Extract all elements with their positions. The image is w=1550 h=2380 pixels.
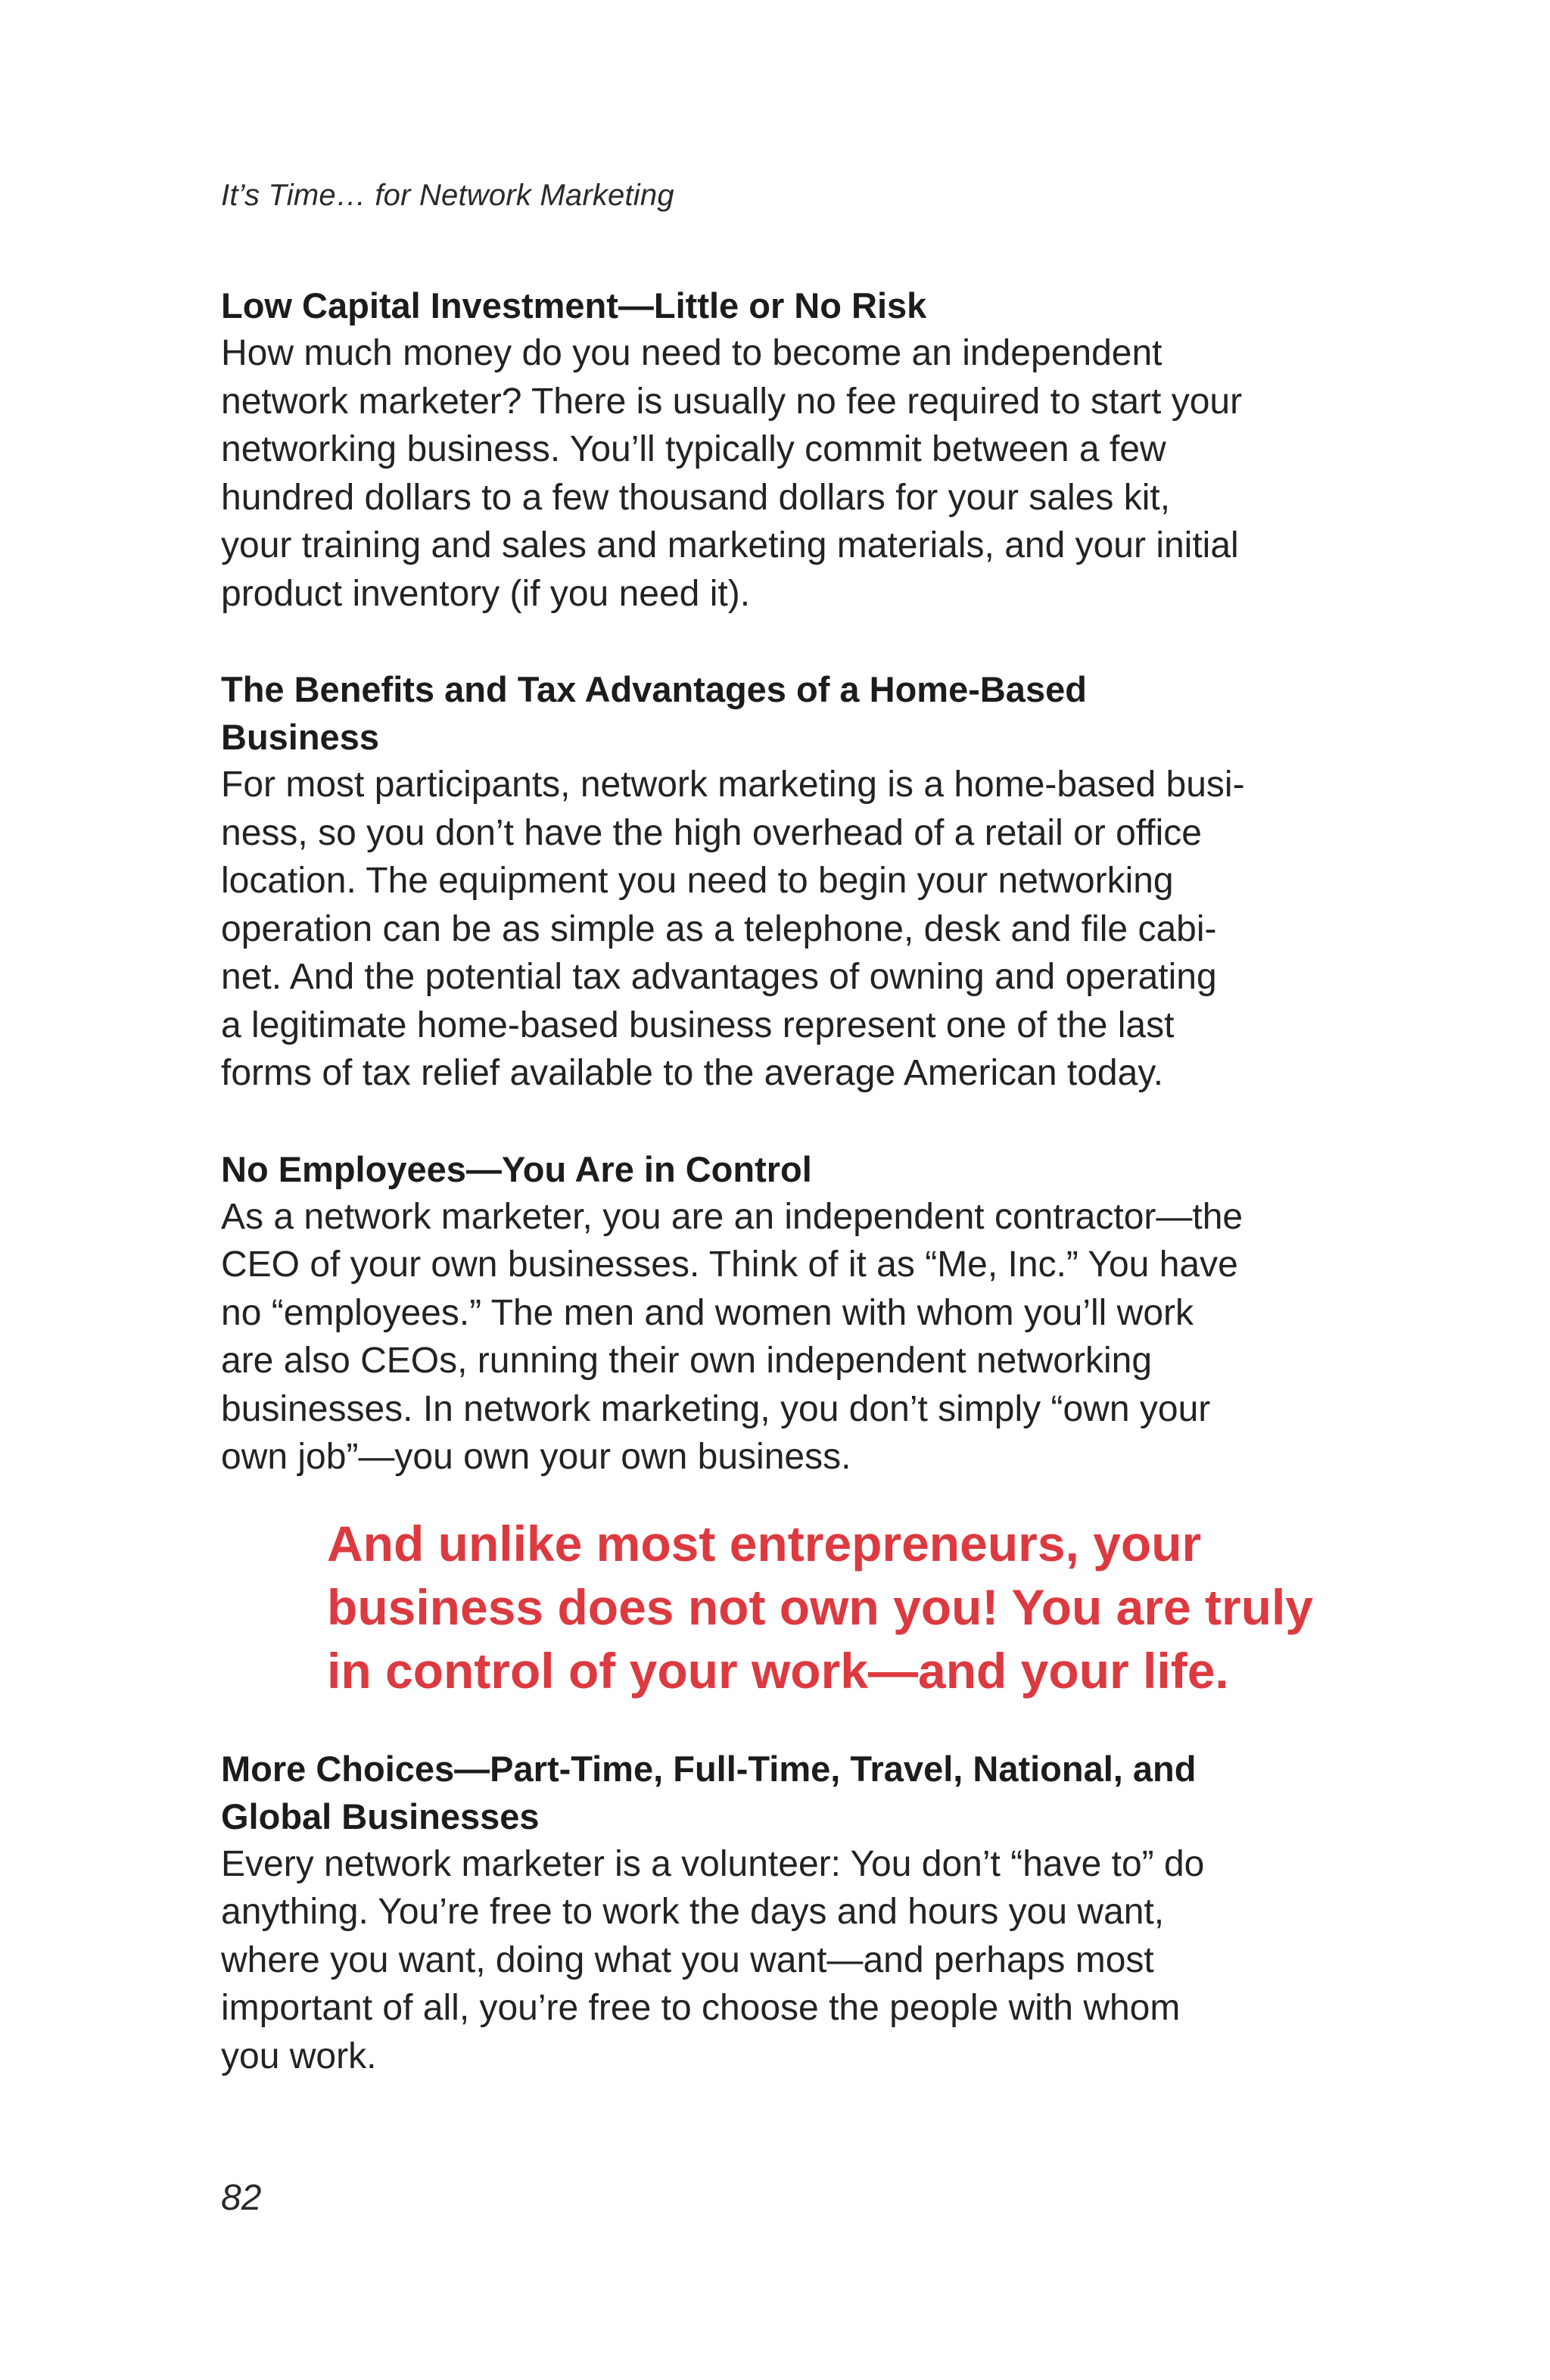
running-head: It’s Time… for Network Marketing [221, 179, 674, 212]
section-heading: More Choices—Part-Time, Full-Time, Travel, National, and Global Businesses [221, 1748, 1197, 1836]
pull-quote: And unlike most entrepreneurs, your business does not own you! You are truly in control of your work—and your life. [327, 1515, 1314, 1699]
section-body: Every network marketer is a volunteer: You don’t “have to” do anything. You’re free to work the days and hours you want, where you want, doing what you want—and perhaps most important of all, you’re free to choose the people with whom you work. [221, 1843, 1205, 2076]
section-body: As a network marketer, you are an independent contractor—the CEO of your own businesses. Think of it as “Me, Inc.” You have no “employees.” The men and women with whom you’ll work are also CEOs, running their own independent networking businesses. In network marketing, you don’t simply “own your own job”—you own your own business. [221, 1196, 1243, 1477]
page-content [221, 282, 1341, 2128]
section-heading: The Benefits and Tax Advantages of a Home-Based Business [221, 669, 1087, 757]
section-heading: No Employees—You Are in Control [221, 1148, 812, 1189]
section-more-choices [221, 1745, 1341, 2081]
section-low-capital [221, 282, 1341, 618]
section-body: How much money do you need to become an independent network marketer? There is usually no fee required to start your networking business. You’ll typically commit between a few hundred dollars to a few thousand dollars for your sales kit, your training and sales and marketing materials, and your initial product inventory (if you need it). [221, 333, 1243, 614]
page-number: 82 [221, 2178, 262, 2218]
section-body: For most participants, network marketing is a home-based busi- ness, so you don’t have the high overhead of a retail or office location. The equipment you need to begin your networking operation can be as simple as a telephone, desk and file cabi- net. And the potential tax advantages of owning and operating a legitimate home-based business represent one of the last forms of tax relief available to the average American today. [221, 765, 1245, 1093]
section-heading: Low Capital Investment—Little or No Risk [221, 285, 927, 326]
section-home-based [221, 665, 1341, 1098]
section-no-employees [221, 1145, 1341, 1481]
